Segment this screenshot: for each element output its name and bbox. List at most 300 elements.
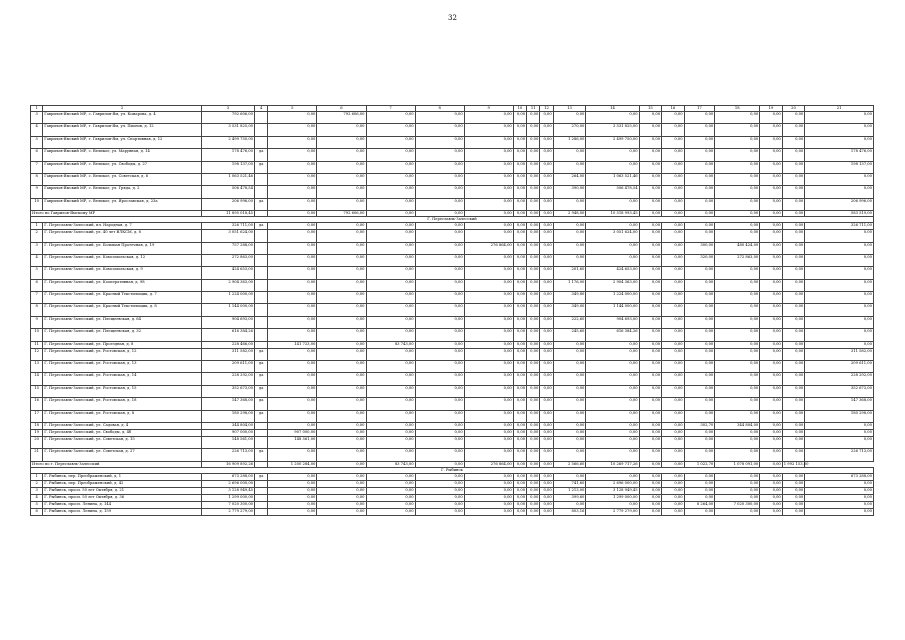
table-cell: 0,00 [553,410,586,422]
column-number: 5 [268,106,317,112]
table-cell: 0,00 [760,508,783,515]
table-cell: 390,00 [553,186,586,198]
table-cell: 206 996,00 [805,198,874,210]
table-cell: 0,00 [662,449,685,461]
table-cell [255,124,268,136]
table-cell: 0,00 [684,149,715,161]
table-cell: 0,00 [317,480,366,487]
table-cell: 0,00 [662,198,685,210]
table-cell: 0,00 [553,341,586,348]
table-cell: 0,00 [366,410,415,422]
table-cell: 0,00 [639,230,662,242]
table-cell: 0,00 [684,480,715,487]
table-cell: 0,00 [540,361,553,373]
table-cell: 0,00 [415,136,464,148]
table-cell: 0,00 [366,198,415,210]
table-cell: 0,00 [513,279,526,291]
table-cell: 0,00 [464,279,513,291]
table-cell: 0,00 [527,223,540,230]
table-cell: 0,00 [268,198,317,210]
table-cell: 7 020 300,00 [201,501,254,508]
table-cell: 5 [31,267,43,279]
table-cell: 0,00 [513,136,526,148]
table-cell: 0,00 [527,480,540,487]
table-cell: 0,00 [540,487,553,494]
table-cell: 0,00 [715,508,760,515]
table-cell: 226 713,00 [201,449,254,461]
address-cell: Г. Переславль-Залесский, ул. Советская, д. 15 [43,436,202,448]
table-cell: 0,00 [684,316,715,328]
table-cell: 1 213,00 [553,487,586,494]
table-cell: 349,00 [553,304,586,316]
table-cell: 0,00 [268,186,317,198]
table-cell: 0,00 [760,223,783,230]
table-cell: 0,00 [639,254,662,266]
table-cell: 0,00 [586,198,639,210]
table-cell: 201,60 [553,267,586,279]
table-cell: 0,00 [317,173,366,185]
column-number: 7 [366,106,415,112]
table-cell: 0,00 [415,316,464,328]
table-cell: 0,00 [527,198,540,210]
table-cell: 0,00 [586,254,639,266]
table-cell: 0,00 [268,173,317,185]
table-cell: 0,00 [782,223,805,230]
table-cell: 0,00 [760,473,783,480]
table-cell: 0,00 [366,480,415,487]
table-cell: 0,00 [415,329,464,341]
table-cell: 757 288,00 [201,242,254,254]
table-cell: 0,00 [684,186,715,198]
table-cell: 0,00 [639,487,662,494]
table-cell: 0,00 [513,292,526,304]
table-cell: 0,00 [513,487,526,494]
table-cell: 0,00 [662,473,685,480]
table-cell: 506 478,54 [586,186,639,198]
table-cell: 0,00 [415,348,464,360]
table-cell: 0,00 [415,186,464,198]
table-cell: 0,00 [415,385,464,397]
total-cell: 0,00 [715,211,760,217]
table-cell: 349,80 [553,292,586,304]
table-cell: 0,00 [464,410,513,422]
table-cell: 0,00 [760,487,783,494]
table-cell: да [255,223,268,230]
table-cell: 0,00 [662,329,685,341]
table-cell: 16 [31,398,43,410]
table-cell: 222,60 [553,316,586,328]
table-cell: 0,00 [464,161,513,173]
address-cell: Г. Переславль-Залесский, ул. 40 лет ВЛКСМ, д. 8 [43,230,202,242]
table-cell: 0,00 [639,373,662,385]
table-cell: 480 424,00 [715,242,760,254]
table-cell: 0,00 [513,422,526,429]
table-cell: 0,00 [586,473,639,480]
table-cell: 0,00 [527,124,540,136]
table-cell: 792 606,00 [317,112,366,124]
table-row [31,348,874,360]
table-cell: 399,60 [553,494,586,501]
table-cell: 0,00 [760,436,783,448]
table-row [31,508,874,515]
table-cell: 0,00 [553,449,586,461]
table-cell: 0,00 [662,501,685,508]
table-cell: 0,00 [662,429,685,436]
table-cell: 0,00 [415,124,464,136]
table-cell: 0,00 [760,316,783,328]
table-cell: 3 [31,242,43,254]
table-cell: 0,00 [317,230,366,242]
table-cell: 1 286,00 [553,136,586,148]
table-cell [255,254,268,266]
address-cell: Г. Переславль-Залесский, ул. Красный Текстильщик, д. 7 [43,292,202,304]
table-cell: 0,00 [553,473,586,480]
table-cell: 0,00 [527,254,540,266]
table-cell: 0,00 [540,149,553,161]
table-cell: 0,00 [415,341,464,348]
total-label: Итого по г. Переславль-Залесский [31,461,202,467]
total-cell: 1 992 153,00 [783,461,809,466]
table-row [31,136,874,148]
table-cell: 0,00 [268,149,317,161]
table-cell: 616 384,26 [586,329,639,341]
table-cell: 0,00 [415,361,464,373]
total-cell: 0,00 [268,211,317,217]
total-cell: 1 200 284,00 [268,461,317,467]
table-cell: 0,00 [513,149,526,161]
table-cell: 0,00 [586,348,639,360]
table-cell: 0,00 [464,449,513,461]
table-cell: 0,00 [317,429,366,436]
table-cell: 326 711,00 [201,223,254,230]
table-cell: 0,00 [366,373,415,385]
table-cell: 0,00 [639,186,662,198]
table-cell: 0,00 [464,316,513,328]
table-cell: 0,00 [527,436,540,448]
table-cell: 0,00 [805,292,874,304]
table-cell: 0,00 [527,429,540,436]
table-cell: 1 063 521,46 [586,173,639,185]
table-cell: 228 466,00 [201,341,254,348]
table-cell: 0,00 [268,161,317,173]
table-cell: 3 531 825,00 [586,124,639,136]
table-cell: 0,00 [317,198,366,210]
total-label: Итого по Гаврилов-Ямскому МР [31,211,202,217]
total-cell: 276 864,00 [464,461,513,467]
table-cell: 0,00 [527,487,540,494]
table-cell: 0,00 [715,124,760,136]
table-cell: 0,00 [268,385,317,397]
table-cell: 0,00 [317,436,366,448]
table-cell: 0,00 [782,341,805,348]
table-cell: 0,00 [684,341,715,348]
table-cell: 0,00 [366,304,415,316]
table-cell: 0,00 [684,436,715,448]
table-cell: 10 [31,198,43,210]
table-cell: 0,00 [586,501,639,508]
table-cell: 0,00 [540,198,553,210]
section-title: Г. Переславль-Залесский [31,217,874,223]
table-cell: 0,00 [639,223,662,230]
table-cell: 0,00 [527,348,540,360]
table-cell: 0,00 [782,316,805,328]
table-cell: 320,00 [684,254,715,266]
table-cell: 0,00 [513,112,526,124]
table-cell: 0,00 [553,385,586,397]
table-row [31,112,874,124]
table-cell: 0,00 [553,242,586,254]
table-cell: 1 [31,473,43,480]
table-cell: 0,00 [662,292,685,304]
table-cell: 0,00 [464,429,513,436]
table-row [31,161,874,173]
table-cell: 0,00 [760,161,783,173]
table-cell: 0,00 [715,112,760,124]
column-number: 11 [527,106,540,112]
table-cell [255,487,268,494]
table-cell: 0,00 [540,348,553,360]
table-cell: 0,00 [684,267,715,279]
table-cell: 0,00 [415,398,464,410]
table-cell: 0,00 [805,304,874,316]
table-cell: 0,00 [715,304,760,316]
table-cell: 2 779 279,00 [586,508,639,515]
total-cell: 2 948,00 [553,211,586,217]
table-cell: 0,00 [639,149,662,161]
table-cell: 0,00 [415,373,464,385]
table-cell: 0,00 [782,501,805,508]
total-cell: 0,00 [317,461,366,467]
table-cell: 0,00 [415,449,464,461]
table-cell: 0,00 [513,316,526,328]
table-cell: 0,00 [317,242,366,254]
table-cell: 0,00 [760,422,783,429]
table-cell: 0,00 [586,422,639,429]
table-cell: 0,00 [782,149,805,161]
table-cell: 0,00 [366,242,415,254]
table-cell: 0,00 [513,501,526,508]
table-cell: 0,00 [662,223,685,230]
table-cell: да [255,373,268,385]
table-cell: 0,00 [527,316,540,328]
table-cell: 0,00 [639,508,662,515]
page-number: 32 [448,14,457,22]
address-cell: Гаврилов-Ямский МР, г. Гаврилов-Ям, ул. Спортивная, д. 12 [43,136,202,148]
table-cell: 0,00 [782,230,805,242]
column-number: 12 [540,106,553,112]
address-cell: Г. Переславль-Залесский, ул. Ростовская, д. 15 [43,385,202,397]
table-cell: 0,00 [805,124,874,136]
table-cell [255,494,268,501]
table-cell: 0,00 [586,398,639,410]
table-cell: 0,00 [639,429,662,436]
table-cell: 0,00 [662,230,685,242]
table-cell [255,173,268,185]
table-cell: 0,00 [527,373,540,385]
table-cell: 0,00 [805,173,874,185]
table-row [31,473,874,480]
table-cell: 0,00 [366,487,415,494]
table-cell: 0,00 [464,436,513,448]
table-cell: 0,00 [639,494,662,501]
table-cell: 0,00 [782,186,805,198]
table-cell: 0,00 [782,480,805,487]
table-cell: 2 904 363,00 [201,279,254,291]
table-cell: 0,00 [317,410,366,422]
table-cell: 0,00 [715,161,760,173]
table-cell: 0,00 [639,161,662,173]
table-row [31,494,874,501]
table-cell: 9 [31,186,43,198]
table-cell: 0,00 [513,494,526,501]
table-cell: 2 [31,480,43,487]
table-cell: 0,00 [782,136,805,148]
table-cell: 0,00 [782,398,805,410]
table-cell: 0,00 [662,136,685,148]
table-cell: 0,00 [662,341,685,348]
table-cell: 0,00 [715,186,760,198]
table-cell: 0,00 [268,316,317,328]
table-row [31,198,874,210]
table-cell: 8 [31,173,43,185]
table-cell: 0,00 [586,429,639,436]
table-cell: 0,00 [662,348,685,360]
table-cell: 9 [31,316,43,328]
table-cell: 0,00 [366,292,415,304]
table-cell: 6 [31,149,43,161]
table-cell: 0,00 [639,385,662,397]
table-cell: 141 723,00 [268,341,317,348]
table-cell: 10 [31,329,43,341]
table-cell: 226 713,00 [805,449,874,461]
column-number: 19 [760,106,783,112]
table-cell: 0,00 [805,480,874,487]
address-cell: Г. Рыбинск, просп. Ленина, д. 144 [43,501,202,508]
table-cell [255,136,268,148]
table-cell: 0,00 [268,304,317,316]
table-cell: 3 051 624,00 [586,230,639,242]
address-cell: Г. Переславль-Залесский, ул. Плещеевская, д. 64 [43,316,202,328]
total-cell: 1 078 091,00 [715,461,760,467]
table-cell: 0,00 [268,112,317,124]
table-cell: 0,00 [715,348,760,360]
table-row [31,341,874,348]
address-cell: Г. Переславль-Залесский, ул. Комсомольская, д. 9 [43,267,202,279]
address-cell: Гаврилов-Ямский МР, г. Гаврилов-Ям, ул. Пионов, д. 12 [43,124,202,136]
table-cell: 0,00 [366,329,415,341]
address-cell: Г. Переславль-Залесский, ул. Комсомольская, д. 12 [43,254,202,266]
table-cell: 2 499 750,00 [201,136,254,148]
table-cell: 0,00 [268,223,317,230]
table-cell: 0,00 [317,494,366,501]
table-cell: 0,00 [586,161,639,173]
total-cell: 0,00 [464,211,513,217]
table-cell: 0,00 [662,279,685,291]
table-cell: 0,00 [464,473,513,480]
table-cell: 0,00 [760,198,783,210]
total-cell: 792 606,00 [317,211,366,217]
table-row [31,223,874,230]
table-cell: 198 137,00 [201,161,254,173]
table-cell: 2 696 000,00 [586,480,639,487]
address-cell: Г. Рыбинск, пер. Преображенский, д. 42 [43,480,202,487]
table-cell: 0,00 [540,385,553,397]
table-cell: 0,00 [317,279,366,291]
total-cell: 0,00 [513,461,526,467]
table-cell: 0,00 [464,494,513,501]
table-cell: 0,00 [366,230,415,242]
column-number: 3 [201,106,254,112]
table-cell: да [255,385,268,397]
total-cell: 0,00 [760,211,783,217]
table-cell: 0,00 [662,398,685,410]
table-cell: 0,00 [684,112,715,124]
table-cell: 0,00 [639,410,662,422]
table-cell: 198 137,00 [805,161,874,173]
table-cell: 0,00 [527,361,540,373]
table-cell: 0,00 [662,373,685,385]
table-cell: 673 288,00 [201,473,254,480]
address-cell: Г. Переславль-Залесский, ул. Большая Протечная, д. 19 [43,242,202,254]
table-cell: 0,00 [317,304,366,316]
table-cell: 0,00 [513,429,526,436]
table-cell: 0,00 [662,161,685,173]
table-cell [255,186,268,198]
table-cell: 0,00 [639,398,662,410]
table-cell: 424 653,00 [201,267,254,279]
table-cell: 0,00 [415,480,464,487]
table-cell: 0,00 [715,487,760,494]
table-cell: 0,00 [527,422,540,429]
table-cell: 0,00 [782,112,805,124]
table-cell: 11 [31,341,43,348]
table-cell: 0,00 [805,429,874,436]
table-cell: 0,00 [527,173,540,185]
table-cell: 0,00 [540,267,553,279]
table-cell: 0,00 [527,292,540,304]
table-cell: 0,00 [782,124,805,136]
table-cell: 2 499 750,00 [586,136,639,148]
table-cell: 8 [31,304,43,316]
table-cell: 0,00 [317,223,366,230]
table-cell: да [255,361,268,373]
table-cell: 0,00 [415,254,464,266]
table-cell: 0,00 [366,501,415,508]
table-cell: 13 [31,361,43,373]
table-cell: 0,00 [760,279,783,291]
table-cell: 0,00 [684,161,715,173]
table-cell: 0,00 [527,508,540,515]
table-cell: 302,70 [684,422,715,429]
table-cell: 0,00 [715,385,760,397]
table-cell: 0,00 [662,254,685,266]
total-cell: 0,00 [513,211,526,217]
table-cell: 0,00 [760,149,783,161]
table-cell: 0,00 [527,398,540,410]
table-cell: 0,00 [639,361,662,373]
table-cell: 0,00 [268,348,317,360]
table-cell: 0,00 [684,136,715,148]
table-cell: 0,00 [540,112,553,124]
table-cell: 0,00 [639,473,662,480]
table-cell: 0,00 [464,329,513,341]
table-cell: 0,00 [715,329,760,341]
table-cell [255,436,268,448]
table-cell: 1 224 000,00 [201,292,254,304]
table-cell: 673 288,00 [805,473,874,480]
table-cell: 0,00 [553,254,586,266]
table-cell: 0,00 [415,494,464,501]
